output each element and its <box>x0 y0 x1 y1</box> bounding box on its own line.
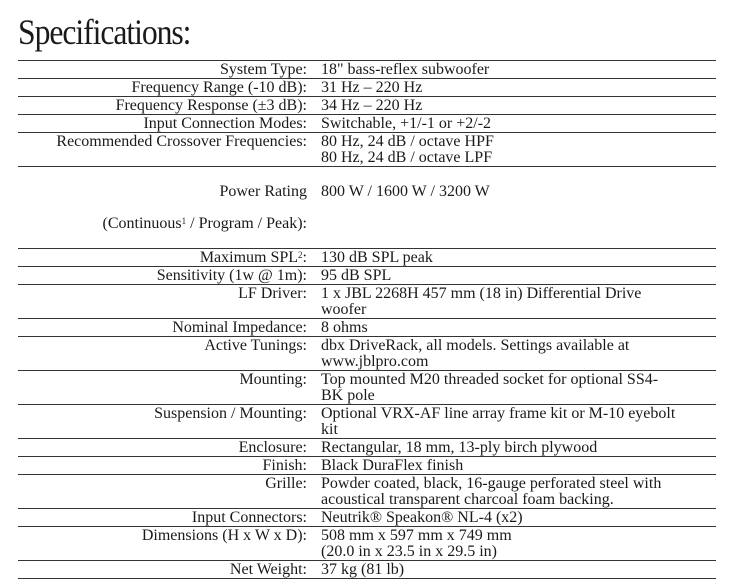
spec-label <box>18 250 307 266</box>
spec-label: Enclosure: <box>238 439 307 456</box>
spec-row-lf-driver <box>18 284 716 318</box>
spec-value: Rectangular, 18 mm, 13-ply birch plywood <box>321 439 598 456</box>
spec-label: Net Weight: <box>229 561 307 578</box>
spec-value-text: 800 W / 1600 W / 3200 W <box>321 183 490 200</box>
spec-value: 34 Hz – 220 Hz <box>321 97 423 114</box>
spec-label-text: / Program / Peak): <box>186 215 307 232</box>
spec-label: Dimensions (H x W x D): <box>141 527 307 544</box>
spec-label: System Type: <box>219 61 307 78</box>
spec-value: dbx DriveRack, all models. Settings available at www.jblpro.com <box>321 337 630 370</box>
spec-row-crossover-frequencies <box>18 132 716 166</box>
spec-value: Top mounted M20 threaded socket for optional SS4- BK pole <box>321 371 659 404</box>
spec-value: 508 mm x 597 mm x 749 mm (20.0 in x 23.5 in x 29.5 in) <box>321 527 512 560</box>
spec-label: LF Driver: <box>238 285 307 302</box>
spec-row-finish <box>18 456 716 474</box>
spec-value: 95 dB SPL <box>321 267 392 284</box>
spec-row-mounting <box>18 370 716 404</box>
spec-value: Powder coated, black, 16-gauge perforated steel with acoustical transparent charcoal foam backing. <box>321 475 662 508</box>
spec-label: Frequency Range (-10 dB): <box>131 79 307 96</box>
spec-row-grille <box>18 474 716 508</box>
spec-label: Recommended Crossover Frequencies: <box>56 133 307 150</box>
spec-row-input-connection-modes <box>18 114 716 132</box>
spec-row-frequency-response <box>18 96 716 114</box>
spec-row-enclosure <box>18 438 716 456</box>
spec-row-power-rating <box>18 166 716 248</box>
spec-label: Frequency Response (±3 dB): <box>115 97 307 114</box>
spec-row-input-connectors <box>18 508 716 526</box>
spec-label: Active Tunings: <box>204 337 307 354</box>
table-bottom-rule <box>18 578 716 582</box>
spec-row-maximum-spl <box>18 248 716 266</box>
spec-value: Switchable, +1/-1 or +2/-2 <box>321 115 492 132</box>
spec-row-frequency-range <box>18 78 716 96</box>
spec-label-line: Power Rating <box>219 183 307 200</box>
spec-label: Nominal Impedance: <box>172 319 307 336</box>
spec-label: Grille: <box>265 475 307 492</box>
spec-row-suspension-mounting <box>18 404 716 438</box>
spec-value <box>321 168 716 248</box>
spec-value: 80 Hz, 24 dB / octave HPF 80 Hz, 24 dB / octave LPF <box>321 133 494 166</box>
spec-value: 130 dB SPL peak <box>321 249 433 266</box>
spec-row-dimensions <box>18 526 716 560</box>
spec-row-nominal-impedance <box>18 318 716 336</box>
spec-value: Optional VRX-AF line array frame kit or M-10 eyebolt kit <box>321 405 676 438</box>
footnote-marker: 1 <box>181 216 187 226</box>
spec-label-text: Maximum SPL <box>199 249 299 266</box>
spec-label <box>18 168 307 248</box>
spec-label: Sensitivity (1w @ 1m): <box>156 267 307 284</box>
spec-label: Suspension / Mounting: <box>154 405 307 422</box>
page-title: Specifications: <box>18 12 191 52</box>
spec-label: Input Connection Modes: <box>143 115 307 132</box>
spec-label-text: : <box>302 249 307 266</box>
spec-value: Black DuraFlex finish <box>321 457 464 474</box>
spec-value: Neutrik® Speakon® NL-4 (x2) <box>321 509 523 526</box>
spec-value: 37 kg (81 lb) <box>321 561 405 578</box>
spec-row-sensitivity <box>18 266 716 284</box>
spec-label-line <box>18 216 307 232</box>
specifications-table <box>18 60 716 582</box>
spec-row-net-weight <box>18 560 716 578</box>
spec-value: 31 Hz – 220 Hz <box>321 79 423 96</box>
spec-label: Mounting: <box>239 371 307 388</box>
spec-row-system-type <box>18 60 716 78</box>
spec-label: Input Connectors: <box>191 509 307 526</box>
spec-value: 1 x JBL 2268H 457 mm (18 in) Differential Drive woofer <box>321 285 642 318</box>
spec-value: 8 ohms <box>321 319 368 336</box>
footnote-marker: 2 <box>298 250 303 260</box>
spec-label-text: (Continuous <box>102 215 182 232</box>
spec-value: 18" bass-reflex subwoofer <box>321 61 490 78</box>
spec-label: Finish: <box>262 457 307 474</box>
spec-row-active-tunings <box>18 336 716 370</box>
